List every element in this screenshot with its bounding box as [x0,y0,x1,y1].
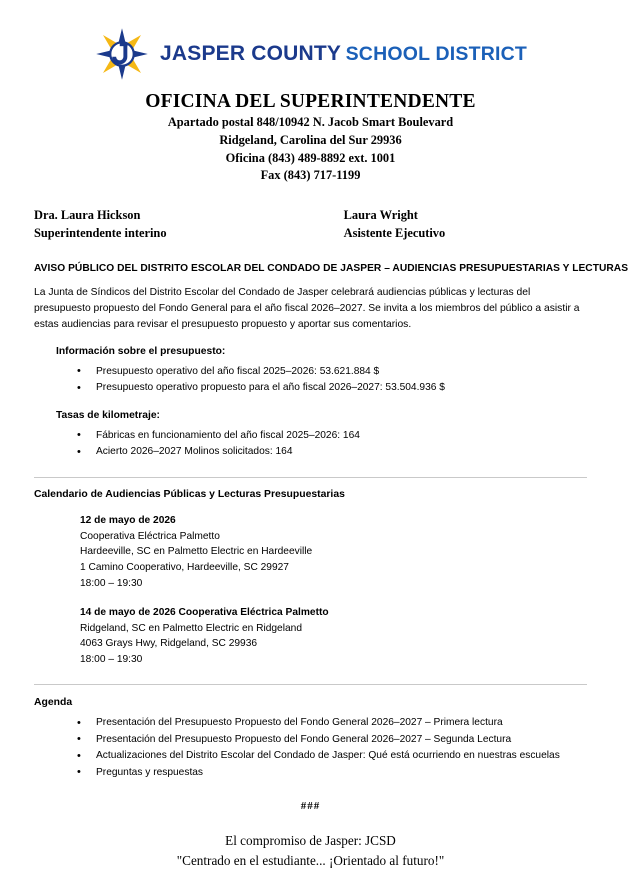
district-logo [34,0,587,82]
assistant-title: Asistente Ejecutivo [343,225,446,240]
hearing-address: 4063 Grays Hwy, Ridgeland, SC 29936 [80,638,258,650]
hearing-date: 14 de mayo de 2026 Cooperativa Eléctrica Palmetto [80,606,329,618]
hearing-location: Ridgeland, SC en Palmetto Electric en Ridgeland [80,622,302,634]
end-marker: ### [300,800,321,813]
superintendent-name: Dra. Laura Hickson [34,207,141,222]
contact-executive-assistant [344,207,587,243]
list-item: • Presupuesto operativo del año fiscal 2025–2026: 53.621.884 $ [96,364,587,381]
divider-above-agenda [34,684,587,685]
logo-line-jasper-county: JASPER COUNTY [160,42,342,66]
budget-info-heading: Información sobre el presupuesto: [56,345,226,357]
list-item: • Actualizaciones del Distrito Escolar del Condado de Jasper: Qué está ocurriendo en nuestras escuelas [96,748,587,765]
office-fax: Fax (843) 717-1199 [260,168,361,183]
contacts-row [34,207,587,243]
assistant-name: Laura Wright [343,207,418,222]
logo-wordmark [160,43,527,65]
hearing-location: Hardeeville, SC en Palmetto Electric en Hardeeville [80,546,313,558]
office-address-line-1: Apartado postal 848/10942 N. Jacob Smart Boulevard [167,115,454,130]
hearing-time: 18:00 – 19:30 [80,654,143,666]
office-header [34,90,587,185]
notice-title: AVISO PÚBLICO DEL DISTRITO ESCOLAR DEL CONDADO DE JASPER – AUDIENCIAS PRESUPUESTARIAS Y LECTURAS [34,262,628,274]
office-address-line-2: Ridgeland, Carolina del Sur 29936 [219,132,402,147]
agenda-heading: Agenda [34,697,73,709]
district-tagline [34,831,587,871]
list-item: • Fábricas en funcionamiento del año fiscal 2025–2026: 164 [96,428,587,445]
schedule-heading: Calendario de Audiencias Públicas y Lecturas Presupuestarias [34,488,345,500]
contact-superintendent [34,207,344,243]
millage-list [34,428,587,461]
compass-rose-j-icon [94,26,150,82]
list-item: • Preguntas y respuestas [96,765,587,782]
list-item: • Presupuesto operativo propuesto para el año fiscal 2026–2027: 53.504.936 $ [96,380,587,397]
list-item: • Acierto 2026–2027 Molinos solicitados: 164 [96,444,587,461]
hearing-time: 18:00 – 19:30 [80,577,143,589]
superintendent-title: Superintendente interino [34,225,167,240]
list-item: • Presentación del Presupuesto Propuesto del Fondo General 2026–2027 – Segunda Lectura [96,732,587,749]
hearing-address: 1 Camino Cooperativo, Hardeeville, SC 29927 [80,562,289,574]
notice-intro-paragraph: La Junta de Síndicos del Distrito Escolar del Condado de Jasper celebrará audiencias públicas y lecturas del presupuesto propuesto del Fondo General para el año fiscal 2026–2027. Se invita a los miembros del público a asistir a estas audiencias para revisar el presupuesto propuesto y aportar sus comentarios. [34,286,580,330]
tagline-line-1: El compromiso de Jasper: JCSD [225,833,396,849]
tagline-line-2: "Centrado en el estudiante... ¡Orientado al futuro!" [176,852,445,868]
hearing-venue: Cooperativa Eléctrica Palmetto [80,530,220,542]
hearing-entry-1 [80,513,587,592]
logo-line-school-district: SCHOOL DISTRICT [345,43,527,66]
office-phone: Oficina (843) 489-8892 ext. 1001 [225,150,396,165]
list-item: • Presentación del Presupuesto Propuesto del Fondo General 2026–2027 – Primera lectura [96,715,587,732]
divider-above-schedule [34,477,587,478]
hearing-date: 12 de mayo de 2026 [80,514,176,526]
hearing-entry-2 [80,605,587,668]
millage-heading: Tasas de kilometraje: [56,409,160,421]
agenda-list [34,715,587,781]
office-title: OFICINA DEL SUPERINTENDENTE [145,91,476,112]
budget-info-list [34,364,587,397]
